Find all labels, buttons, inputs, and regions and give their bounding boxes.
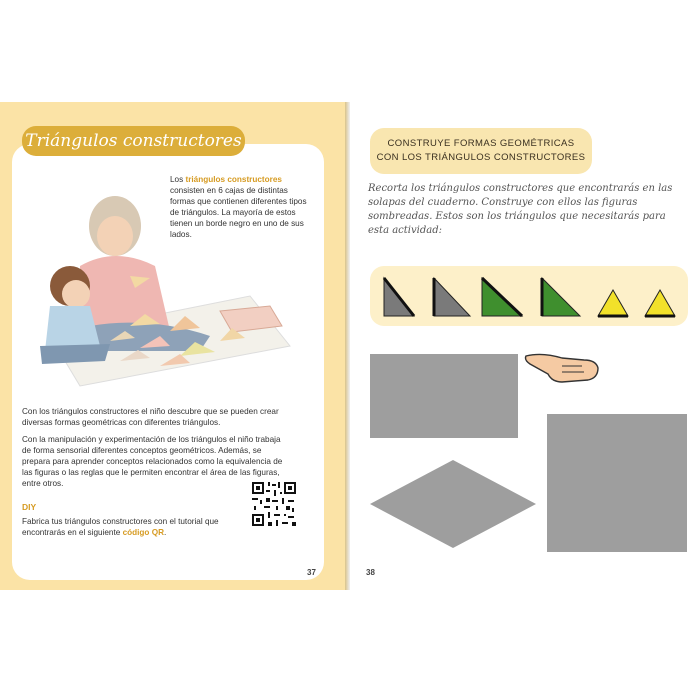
page-number-right: 38 <box>366 568 375 577</box>
paragraph-2: Con la manipulación y experimentación de los triángulos el niño trabaja de forma sensorial diferentes conceptos geométricos. Además, se prepara para aprender conceptos relacionados como la equivalencia de las figuras o las reglas que le permiten encontrar el área de las figuras, entre otros. <box>22 435 283 488</box>
qr-code[interactable] <box>250 480 298 528</box>
diy-title: DIY <box>22 502 37 512</box>
intro-rest: consisten en 6 cajas de distintas formas que contienen diferentes tipos de triángulos. La mayoría de estos tienen un borde negro en uno de sus lados. <box>170 186 307 239</box>
banner-line-1: CONSTRUYE FORMAS GEOMÉTRICAS <box>387 138 575 149</box>
intro-prefix: Los <box>170 175 186 184</box>
pointing-hand-icon <box>522 348 602 388</box>
shape-rectangle <box>370 354 518 438</box>
diy-end: . <box>163 528 167 537</box>
paragraph-1: Con los triángulos constructores el niño descubre que se pueden crear diversas formas geométricas con diferentes triángulos. <box>22 407 279 427</box>
triangle-yellow-1 <box>598 290 628 316</box>
diy-body: Fabrica tus triángulos constructores con el tutorial que encontrarás en el siguiente <box>22 517 219 537</box>
intro-text <box>170 174 308 240</box>
qr-code-link[interactable]: código QR <box>122 528 164 537</box>
diy-text <box>22 516 222 538</box>
triangles-panel <box>370 266 688 326</box>
activity-banner <box>370 128 592 174</box>
left-page <box>0 102 347 590</box>
intro-highlight: triángulos constructores <box>185 175 282 184</box>
banner-line-2: CON LOS TRIÁNGULOS CONSTRUCTORES <box>376 152 586 163</box>
triangle-green-2 <box>542 278 580 316</box>
shape-rhombus <box>368 458 538 550</box>
page-number-left: 37 <box>307 568 316 577</box>
shape-square <box>547 414 687 552</box>
instructions-text: Recorta los triángulos constructores que encontrarás en las solapas del cuaderno. Construye con ellos las figuras sombreadas. Estos son los triángulos que necesitarás para esta actividad: <box>368 183 673 236</box>
page-title: Triángulos constructores <box>22 126 245 156</box>
triangle-gray-2 <box>434 278 470 316</box>
triangle-yellow-2 <box>645 290 675 316</box>
right-page <box>350 102 690 590</box>
triangles-svg <box>370 266 688 326</box>
